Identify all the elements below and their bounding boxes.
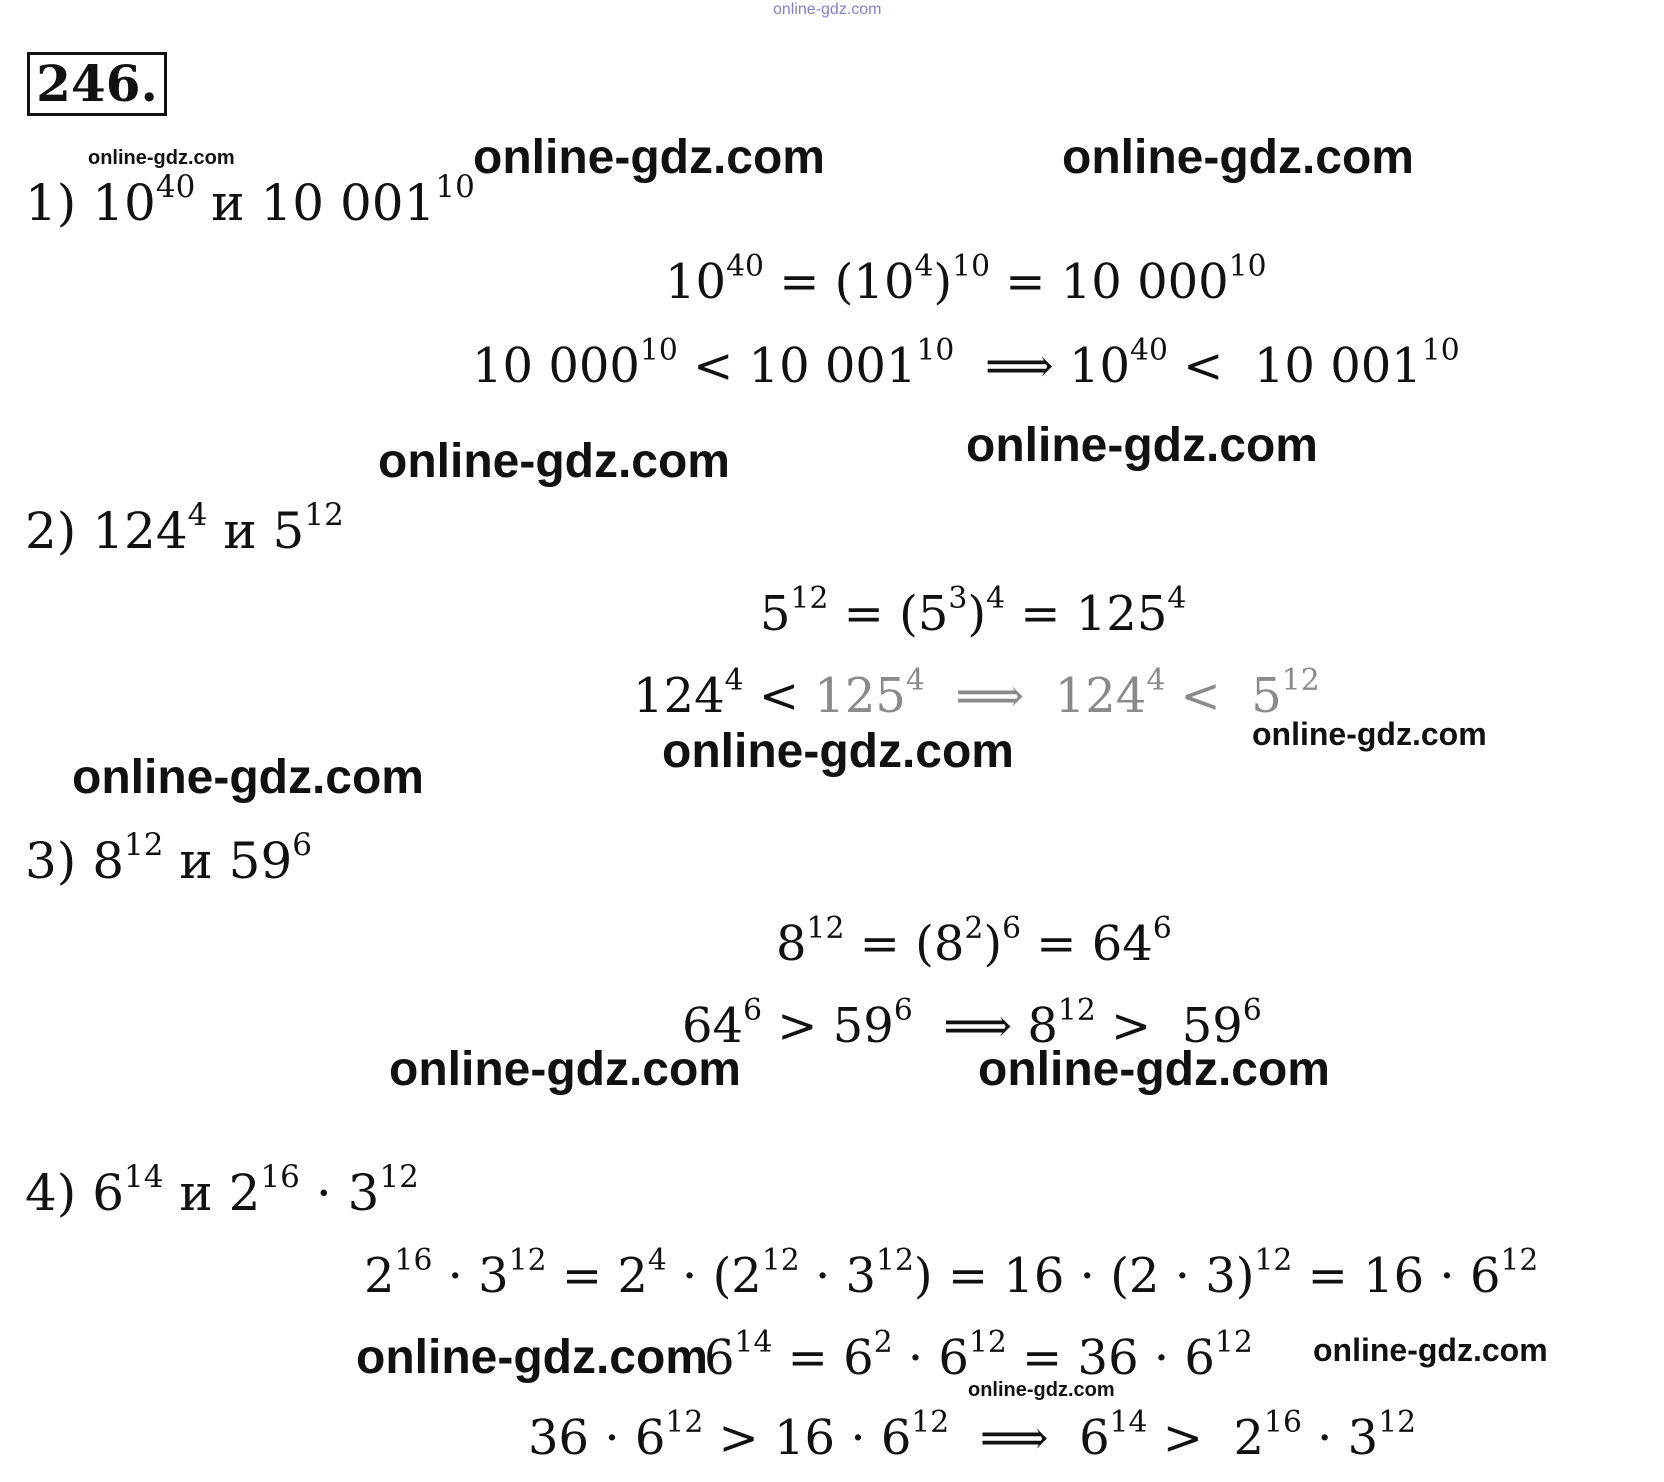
- task-4-equation-2: $6^{14} = 6^2 \cdot 6^{12} = 36 \cdot 6^{12}$: [704, 1324, 1253, 1386]
- watermark: online-gdz.com: [968, 1379, 1115, 1401]
- watermark: online-gdz.com: [1062, 131, 1414, 184]
- task-2-header: 2) $124^4$ и $5^{12}$: [25, 496, 344, 560]
- task-3-header: 3) $8^{12}$ и $59^6$: [25, 826, 312, 890]
- task-4-equation-3: $36 \cdot 6^{12} > 16 \cdot 6^{12}$ ⟹ $6^{14} > 2^{16} \cdot 3^{12}$: [528, 1404, 1417, 1466]
- watermark: online-gdz.com: [88, 147, 235, 169]
- task-2-equation-2: $124^4 < 125^4$ ⟹ $124^4 < 5^{12}$: [633, 662, 1320, 724]
- watermark: online-gdz.com: [378, 435, 730, 488]
- task-1-header: 1) $10^{40}$ и 10 $001^{10}$: [25, 168, 475, 232]
- problem-number: 246.: [27, 52, 167, 116]
- watermark: online-gdz.com: [72, 751, 424, 804]
- watermark: online-gdz.com: [966, 419, 1318, 472]
- watermark: online-gdz.com: [978, 1043, 1330, 1096]
- task-3-equation-1: $8^{12} = (8^2)^6 = 64^6$: [776, 910, 1172, 972]
- task-1-equation-2: 10 $000^{10} < 10$ $001^{10}$ ⟹ $10^{40} < 10$ $001^{10}$: [472, 332, 1460, 394]
- task-2-equation-1: $5^{12} = (5^3)^4 = 125^4$: [760, 580, 1187, 642]
- watermark: online-gdz.com: [389, 1043, 741, 1096]
- task-1-equation-1: $10^{40} = (10^4)^{10} = 10$ $000^{10}$: [665, 248, 1267, 310]
- watermark: online-gdz.com: [473, 131, 825, 184]
- watermark: online-gdz.com: [1252, 716, 1487, 752]
- watermark-top: online-gdz.com: [773, 1, 882, 18]
- task-3-equation-2: $64^6 > 59^6$ ⟹ $8^{12} > 59^6$: [682, 992, 1262, 1054]
- watermark: online-gdz.com: [1313, 1332, 1548, 1368]
- task-4-equation-1: $2^{16} \cdot 3^{12} = 2^4 \cdot (2^{12} \cdot 3^{12}) = 16 \cdot (2 \cdot 3)^{12} = 16 \cdot 6^{12}$: [364, 1242, 1539, 1304]
- watermark: online-gdz.com: [662, 725, 1014, 778]
- task-4-header: 4) $6^{14}$ и $2^{16} \cdot 3^{12}$: [25, 1158, 419, 1222]
- watermark: online-gdz.com: [356, 1331, 708, 1384]
